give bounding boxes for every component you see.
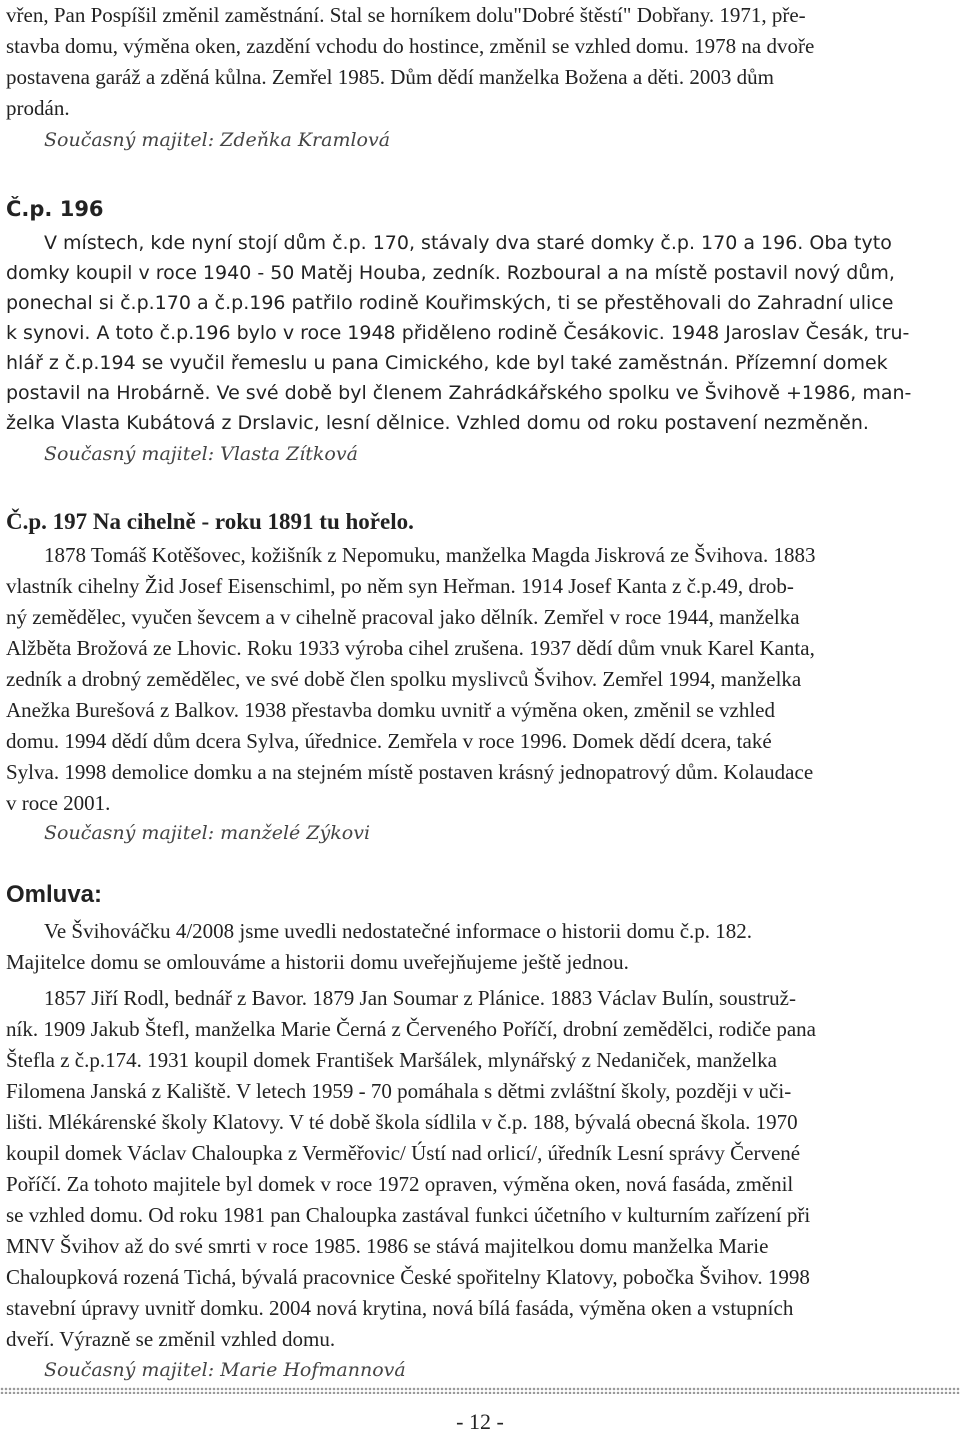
current-owner-cp197: Současný majitel: manželé Zýkovi [44, 822, 371, 844]
dotted-divider [0, 1387, 960, 1394]
cp197-line: Alžběta Brožová ze Lhovic. Roku 1933 výroba cihel zrušena. 1937 dědí dům vnuk Karel Kanta, [6, 636, 815, 660]
omluva-line: dveří. Výrazně se změnil vzhled domu. [6, 1327, 336, 1351]
omluva-line: ník. 1909 Jakub Štefl, manželka Marie Černá z Červeného Poříčí, drobní zemědělci, rodiče pana [6, 1017, 816, 1041]
cp197-line: Anežka Burešová z Balkov. 1938 přestavba domku uvnitř a výměna oken, změnil se vzhled [6, 698, 776, 722]
omluva-line: MNV Švihov až do své smrti v roce 1985. 1986 se stává majitelkou domu manželka Marie [6, 1234, 769, 1258]
cp196-line: ponechal si č.p.170 a č.p.196 patřilo rodině Kouřimských, ti se přestěhovali do Zahradní ulice [6, 292, 894, 314]
omluva-line: Chaloupková rozená Tichá, bývalá pracovnice České spořitelny Klatovy, pobočka Švihov. 1998 [6, 1265, 810, 1289]
cp197-line: zedník a drobný zemědělec, ve své době člen spolku myslivců Švihov. Zemřel 1994, manželka [6, 667, 802, 691]
intro-line: stavba domu, výměna oken, zazdění vchodu do hostince, změnil se vzhled domu. 1978 na dvoře [6, 34, 815, 58]
intro-line: prodán. [6, 96, 70, 120]
intro-line: postavena garáž a zděná kůlna. Zemřel 1985. Dům dědí manželka Božena a děti. 2003 dům [6, 65, 774, 89]
current-owner-intro: Současný majitel: Zdeňka Kramlová [44, 129, 391, 151]
section-heading-cp197: Č.p. 197 Na cihelně - roku 1891 tu hořelo. [6, 509, 414, 534]
section-heading-cp196: Č.p. 196 [6, 197, 104, 221]
omluva-line: koupil domek Václav Chaloupka z Verměřovic/ Ústí nad orlicí/, úředník Lesní správy Červené [6, 1141, 801, 1165]
current-owner-cp196: Současný majitel: Vlasta Zítková [44, 443, 358, 465]
omluva-line: lišti. Mlékárenské školy Klatovy. V té době škola sídlila v č.p. 188, bývalá obecná škola. 1970 [6, 1110, 798, 1134]
current-owner-cp182: Současný majitel: Marie Hofmannová [44, 1359, 406, 1381]
apology-line: Ve Švihováčku 4/2008 jsme uvedli nedostatečné informace o historii domu č.p. 182. [44, 919, 753, 943]
omluva-line: Štefla z č.p.174. 1931 koupil domek František Maršálek, mlynářský z Nedaniček, manželka [6, 1048, 777, 1072]
cp197-line: Sylva. 1998 demolice domku a na stejném místě postaven krásný jednopatrový dům. Kolaudace [6, 760, 814, 784]
cp196-line: k synovi. A toto č.p.196 bylo v roce 1948 přiděleno rodině Česákovic. 1948 Jaroslav Česák, tru- [6, 322, 910, 344]
cp196-line: želka Vlasta Kubátová z Drslavic, lesní dělnice. Vzhled domu od roku postavení nezměněn. [6, 412, 869, 434]
omluva-line: 1857 Jiří Rodl, bednář z Bavor. 1879 Jan Soumar z Plánice. 1883 Václav Bulín, soustruž- [44, 986, 796, 1010]
page-number: - 12 - [456, 1409, 504, 1434]
cp197-line: vlastník cihelny Žid Josef Eisenschiml, po něm syn Heřman. 1914 Josef Kanta z č.p.49, drob- [6, 574, 794, 598]
cp196-line: postavil na Hrobárně. Ve své době byl členem Zahrádkářského spolku ve Švihově +1986, man- [6, 382, 912, 404]
cp197-line: domu. 1994 dědí dům dcera Sylva, úřednice. Zemřela v roce 1996. Domek dědí dcera, také [6, 729, 772, 753]
section-heading-omluva: Omluva: [6, 881, 103, 908]
cp196-line: V místech, kde nyní stojí dům č.p. 170, stávaly dva staré domky č.p. 170 a 196. Oba tyto [44, 232, 892, 254]
omluva-line: stavební úpravy uvnitř domku. 2004 nová krytina, nová bílá fasáda, výměna oken a vstupních [6, 1296, 794, 1320]
cp196-line: domky koupil v roce 1940 - 50 Matěj Houba, zedník. Rozboural a na místě postavil nový dům, [6, 262, 895, 284]
apology-line: Majitelce domu se omlouváme a historii domu uveřejňujeme ještě jednou. [6, 950, 629, 974]
intro-line: vřen, Pan Pospíšil změnil zaměstnání. Stal se horníkem dolu"Dobré štěstí" Dobřany. 1971, pře- [6, 3, 806, 27]
cp196-line: hlář z č.p.194 se vyučil řemeslu u pana Cimického, kde byl také zaměstnán. Přízemní domek [6, 352, 888, 374]
cp197-line: ný zemědělec, vyučen ševcem a v cihelně pracoval jako dělník. Zemřel v roce 1944, manželka [6, 605, 800, 629]
omluva-line: Filomena Janská z Kaliště. V letech 1959 - 70 pomáhala s dětmi zvláštní školy, později v uči- [6, 1079, 792, 1103]
cp197-line: 1878 Tomáš Kotěšovec, kožišník z Nepomuku, manželka Magda Jiskrová ze Švihova. 1883 [44, 543, 816, 567]
cp197-line: v roce 2001. [6, 791, 111, 815]
omluva-line: se vzhled domu. Od roku 1981 pan Chaloupka zastával funkci účetního v kulturním zařízení při [6, 1203, 811, 1227]
omluva-line: Poříčí. Za tohoto majitele byl domek v roce 1972 opraven, výměna oken, nová fasáda, změnil [6, 1172, 794, 1196]
